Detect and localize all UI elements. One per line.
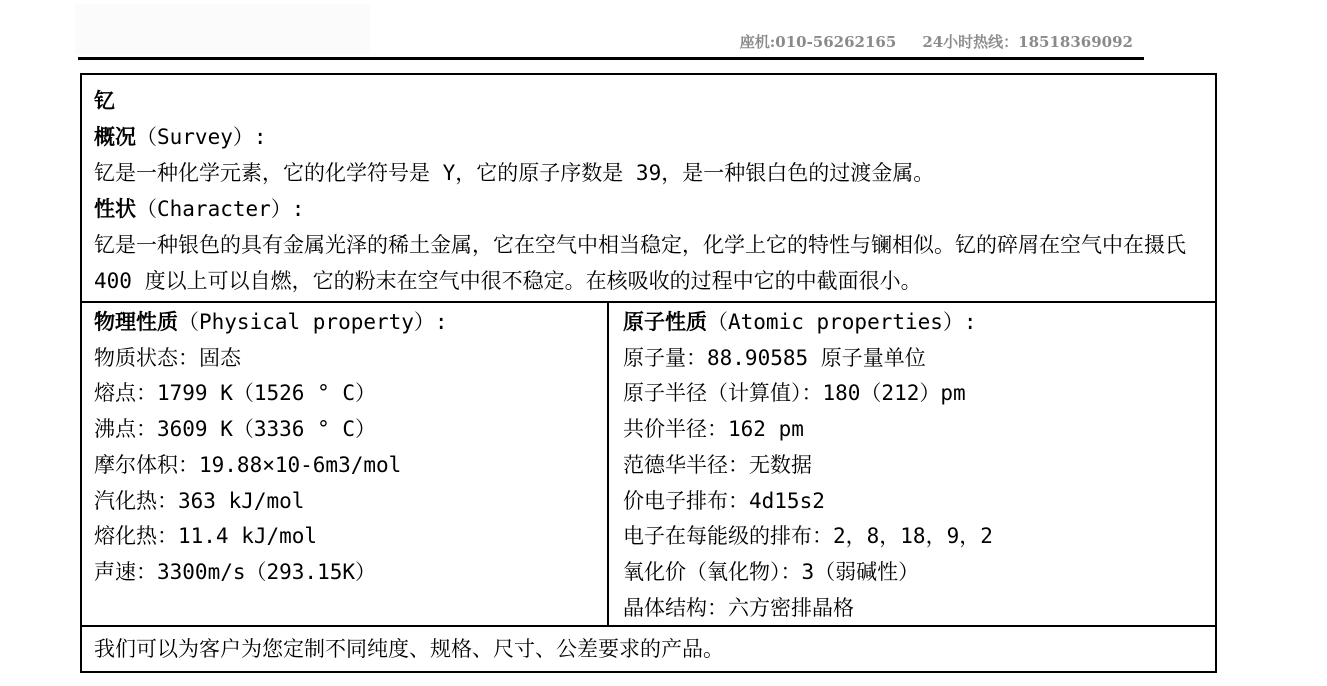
element-info-table (80, 73, 1217, 673)
survey-label-en: （Survey）: (136, 125, 267, 149)
header-contact (740, 31, 1133, 52)
overview-section (82, 75, 1215, 301)
element-title: 钇 (94, 89, 115, 113)
physical-heading (94, 305, 597, 341)
physical-label: 物理性质 (94, 310, 178, 334)
atomic-row-atomic-radius: 原子半径（计算值）：180（212）pm (623, 381, 966, 406)
physical-row-heat-fusion: 熔化热：11.4 kJ/mol (94, 524, 318, 549)
logo-placeholder (75, 4, 370, 54)
properties-section (82, 301, 1215, 625)
atomic-heading (623, 305, 1205, 341)
physical-row-melting-point: 熔点：1799 K（1526 ° C） (94, 381, 377, 406)
survey-text: 钇是一种化学元素，它的化学符号是 Y，它的原子序数是 39，是一种银白色的过渡金属。 (94, 161, 935, 185)
custom-note-section (82, 625, 1215, 671)
survey-label: 概况 (94, 125, 136, 149)
survey-heading (94, 119, 1201, 155)
atomic-row-electron-shells: 电子在每能级的排布：2，8，18，9，2 (623, 524, 993, 549)
physical-row-boiling-point: 沸点：3609 K（3336 ° C） (94, 417, 377, 442)
physical-row-molar-volume: 摩尔体积：19.88×10-6m3/mol (94, 452, 402, 477)
custom-note-text: 我们可以为客户为您定制不同纯度、规格、尺寸、公差要求的产品。 (94, 637, 724, 661)
header-divider-rule (78, 57, 1144, 60)
atomic-row-oxidation-state: 氧化价（氧化物）：3（弱碱性） (623, 559, 920, 584)
atomic-row-valence-electrons: 价电子排布：4d15s2 (623, 488, 825, 513)
atomic-row-atomic-weight: 原子量：88.90585 原子量单位 (623, 345, 926, 370)
physical-row-heat-vaporization: 汽化热：363 kJ/mol (94, 488, 305, 513)
character-heading (94, 191, 1201, 227)
character-text: 钇是一种银色的具有金属光泽的稀土金属，它在空气中相当稳定，化学上它的特性与镧相似。钇的碎屑在空气中在摄氏 400 度以上可以自燃，它的粉末在空气中很不稳定。在核吸收的过程中它的中截面很小。 (94, 233, 1186, 293)
hotline-number: 24小时热线：18518369092 (922, 33, 1133, 51)
atomic-label-en: （Atomic properties）: (707, 310, 977, 334)
character-label: 性状 (94, 197, 136, 221)
atomic-row-vdw-radius: 范德华半径：无数据 (623, 452, 812, 477)
atomic-row-crystal-structure: 晶体结构：六方密排晶格 (623, 595, 854, 620)
atomic-properties-cell (609, 303, 1215, 625)
physical-row-state: 物质状态：固态 (94, 345, 241, 370)
physical-row-speed-of-sound: 声速：3300m/s（293.15K） (94, 559, 377, 584)
atomic-row-covalent-radius: 共价半径：162 pm (623, 417, 804, 442)
atomic-label: 原子性质 (623, 310, 707, 334)
physical-label-en: （Physical property）: (178, 310, 448, 334)
character-label-en: （Character）: (136, 197, 305, 221)
landline-number: 座机:010-56262165 (739, 33, 897, 51)
physical-properties-cell (82, 303, 609, 625)
